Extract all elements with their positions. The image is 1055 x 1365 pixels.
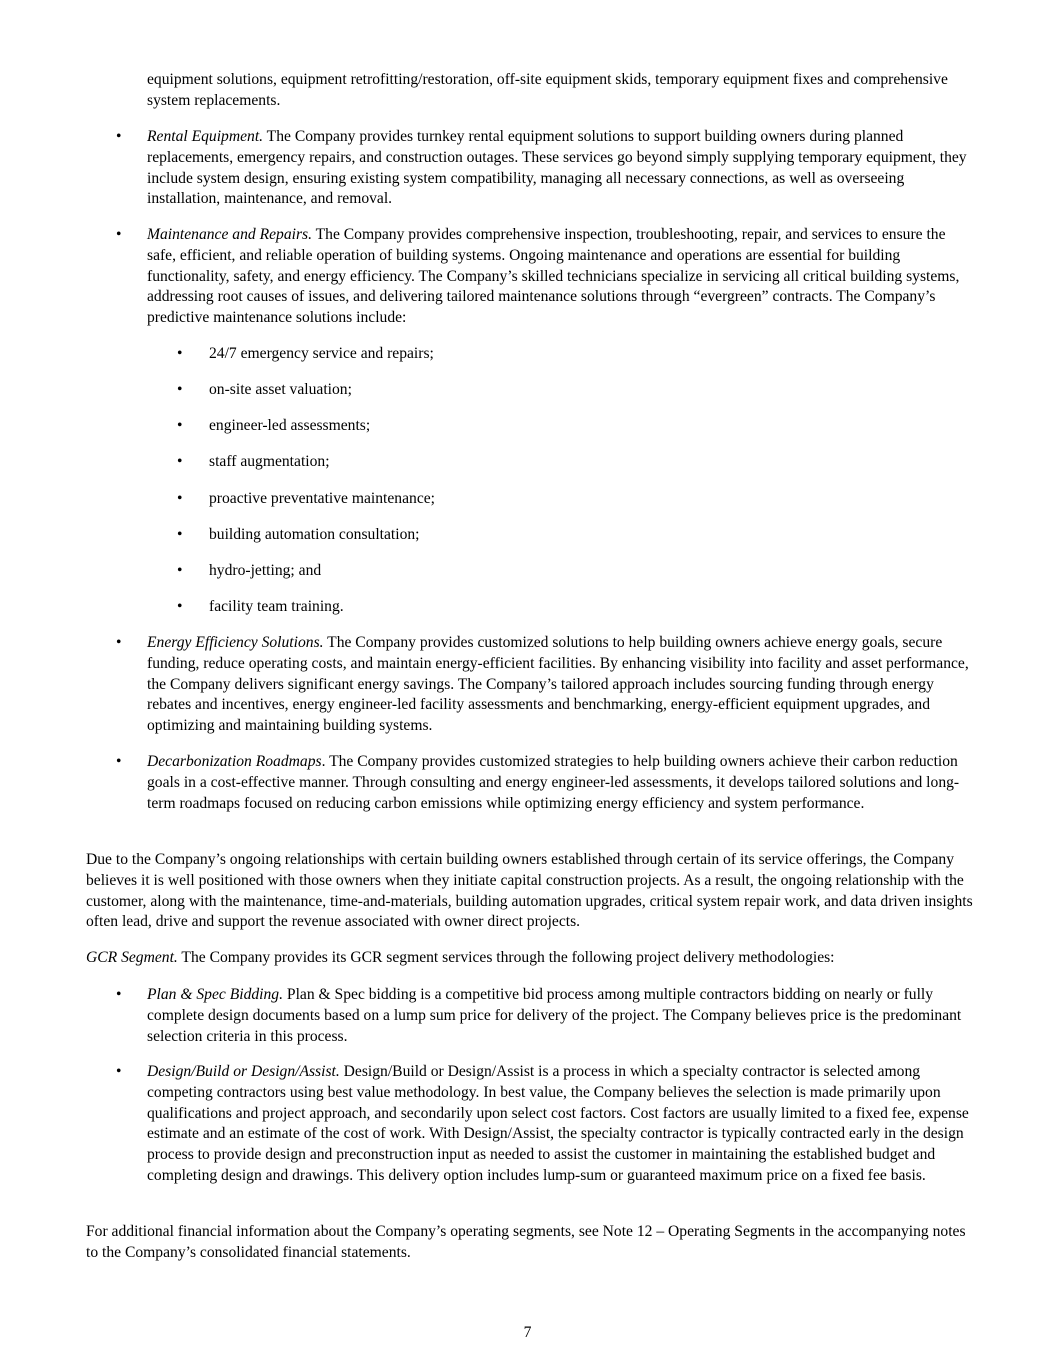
item-text: Plan & Spec bidding is a competitive bid process among multiple contractors bidding on nearly or fully complete design documents based on a lump sum price for delivery of the project. The Company believes price is the predominant selection criteria in this process. bbox=[147, 986, 962, 1045]
bullet: • bbox=[116, 128, 122, 145]
item-text: The Company provides turnkey rental equipment solutions to support building owners during planned replacements, emergency repairs, and construction outages. These services go beyond simply supplying temporary equipment, they include system design, ensuring existing system compatibility, managing all necessary connections, as well as overseeing installation, maintenance, and removal. bbox=[147, 128, 967, 208]
rental-equipment-item bbox=[147, 127, 977, 210]
gcr-lead: GCR Segment. bbox=[86, 949, 178, 966]
maintenance-list-item: proactive preventative maintenance; bbox=[209, 490, 435, 507]
bullet: • bbox=[116, 753, 122, 770]
maintenance-list-item: engineer-led assessments; bbox=[209, 417, 371, 434]
maintenance-list-item: on-site asset valuation; bbox=[209, 381, 352, 398]
item-text: . The Company provides customized strategies to help building owners achieve their carbon reduction goals in a cost-effective manner. Through consulting and energy engineer-led assessments, it develops tailored solutions and long-term roadmaps focused on reducing carbon emissions while optimizing energy efficiency and system performance. bbox=[147, 753, 960, 812]
sub-bullet: • bbox=[177, 490, 183, 507]
closing-paragraph: For additional financial information about the Company’s operating segments, see Note 12 – Operating Segments in the accompanying notes to the Company’s consolidated financial statements. bbox=[86, 1223, 966, 1261]
item-lead: Decarbonization Roadmaps bbox=[147, 753, 322, 770]
sub-bullet: • bbox=[177, 417, 183, 434]
item-text: The Company provides comprehensive inspection, troubleshooting, repair, and services to ensure the safe, efficient, and reliable operation of building systems. Ongoing maintenance and operations are essential for building functionality, safety, and energy efficiency. The Company’s skilled technicians specialize in servicing all critical building systems, addressing root causes of issues, and delivering tailored maintenance solutions through “evergreen” contracts. The Company’s predictive maintenance solutions include: bbox=[147, 226, 960, 327]
sub-bullet: • bbox=[177, 598, 183, 615]
maintenance-list-item: 24/7 emergency service and repairs; bbox=[209, 345, 434, 362]
bullet: • bbox=[116, 226, 122, 243]
gcr-text: The Company provides its GCR segment services through the following project delivery methodologies: bbox=[177, 949, 835, 966]
design-build-item bbox=[147, 1062, 977, 1187]
item-lead: Plan & Spec Bidding. bbox=[147, 986, 283, 1003]
sub-bullet: • bbox=[177, 453, 183, 470]
continuation-paragraph: equipment solutions, equipment retrofitting/restoration, off-site equipment skids, temporary equipment fixes and comprehensive system replacements. bbox=[147, 71, 948, 109]
energy-efficiency-item bbox=[147, 633, 977, 737]
sub-bullet: • bbox=[177, 562, 183, 579]
item-lead: Energy Efficiency Solutions. bbox=[147, 634, 324, 651]
item-text: Design/Build or Design/Assist is a process in which a specialty contractor is selected among competing contractors using best value methodology. In best value, the Company believes the selection is made primarily upon qualifications and project approach, and secondarily upon select cost factors. Cost factors are usually limited to a fixed fee, expense estimate and an estimate of the cost of work. With Design/Assist, the specialty contractor is typically contracted early in the design process to provide design and preconstruction input as needed to assist the customer in maintaining the established budget and completing design and drawings. This delivery option includes lump-sum or guaranteed maximum price on a fixed fee basis. bbox=[147, 1063, 969, 1184]
bullet: • bbox=[116, 1063, 122, 1080]
maintenance-list-item: facility team training. bbox=[209, 598, 344, 615]
item-lead: Maintenance and Repairs. bbox=[147, 226, 312, 243]
plan-spec-item bbox=[147, 985, 977, 1047]
page-number: 7 bbox=[523, 1324, 532, 1341]
maintenance-list-item: staff augmentation; bbox=[209, 453, 330, 470]
gcr-segment-paragraph bbox=[86, 948, 981, 969]
maintenance-list-item: building automation consultation; bbox=[209, 526, 420, 543]
relationship-paragraph: Due to the Company’s ongoing relationships with certain building owners established through certain of its service offerings, the Company believes it is well positioned with those owners when they initiate capital construction projects. As a result, the ongoing relationship with the customer, along with the maintenance, time-and-materials, building automation upgrades, critical system repair work, and data driven insights often lead, drive and support the revenue associated with owner direct projects. bbox=[86, 851, 973, 931]
sub-bullet: • bbox=[177, 345, 183, 362]
item-lead: Rental Equipment. bbox=[147, 128, 264, 145]
item-text: The Company provides customized solutions to help building owners achieve energy goals, secure funding, reduce operating costs, and maintain energy-efficient facilities. By enhancing visibility into facility and asset performance, the Company delivers significant energy savings. The Company’s tailored approach includes sourcing funding through energy rebates and incentives, energy engineer-led facility assessments and benchmarking, energy-efficient equipment upgrades, and optimizing and maintaining building systems. bbox=[147, 634, 969, 735]
bullet: • bbox=[116, 634, 122, 651]
item-lead: Design/Build or Design/Assist. bbox=[147, 1063, 340, 1080]
maintenance-repairs-item bbox=[147, 225, 977, 329]
decarbonization-item bbox=[147, 752, 977, 814]
sub-bullet: • bbox=[177, 526, 183, 543]
bullet: • bbox=[116, 986, 122, 1003]
sub-bullet: • bbox=[177, 381, 183, 398]
maintenance-list-item: hydro-jetting; and bbox=[209, 562, 322, 579]
